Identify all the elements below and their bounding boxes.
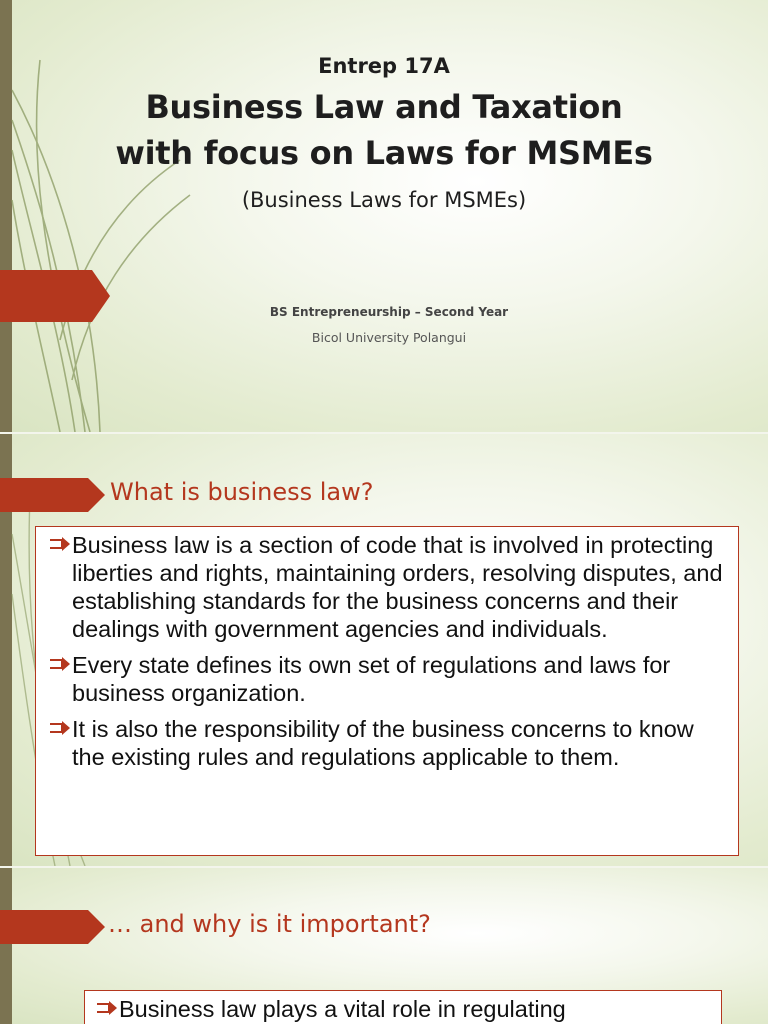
side-bar [0, 868, 12, 1024]
content-box [84, 990, 722, 1024]
course-code: Entrep 17A [318, 54, 450, 78]
bullet-text: Business law is a section of code that is involved in protecting liberties and rights, maintaining orders, resolving disputes, and establishing standards for the business concerns and their dealings with government agencies and individuals. [72, 532, 723, 642]
program-label: BS Entrepreneurship – Second Year [269, 305, 509, 319]
content-box [35, 526, 739, 856]
bullet-item [44, 651, 724, 707]
accent-arrow [0, 270, 110, 322]
slide-heading: … and why is it important? [108, 910, 431, 938]
title-slide [0, 0, 768, 432]
title-line-1: Business Law and Taxation [145, 88, 623, 126]
content-slide-1 [0, 434, 768, 866]
bullet-item [44, 531, 724, 643]
title-line-2: with focus on Laws for MSMEs [115, 134, 653, 172]
bullet-item [91, 995, 711, 1023]
accent-arrow [0, 910, 105, 944]
content-slide-2 [0, 868, 768, 1024]
bullet-text: It is also the responsibility of the business concerns to know the existing rules and regulations applicable to them. [72, 716, 694, 770]
right-arrow-bullet-icon [97, 1001, 117, 1015]
right-arrow-bullet-icon [50, 537, 70, 551]
bullet-text: Every state defines its own set of regulations and laws for business organization. [72, 652, 671, 706]
subtitle: (Business Laws for MSMEs) [241, 188, 527, 212]
bullet-item [44, 715, 724, 771]
school-label: Bicol University Polangui [311, 330, 467, 345]
bullet-text: Business law plays a vital role in regulating [119, 996, 566, 1022]
right-arrow-bullet-icon [50, 721, 70, 735]
right-arrow-bullet-icon [50, 657, 70, 671]
accent-arrow [0, 478, 105, 512]
slide-heading: What is business law? [110, 478, 374, 506]
